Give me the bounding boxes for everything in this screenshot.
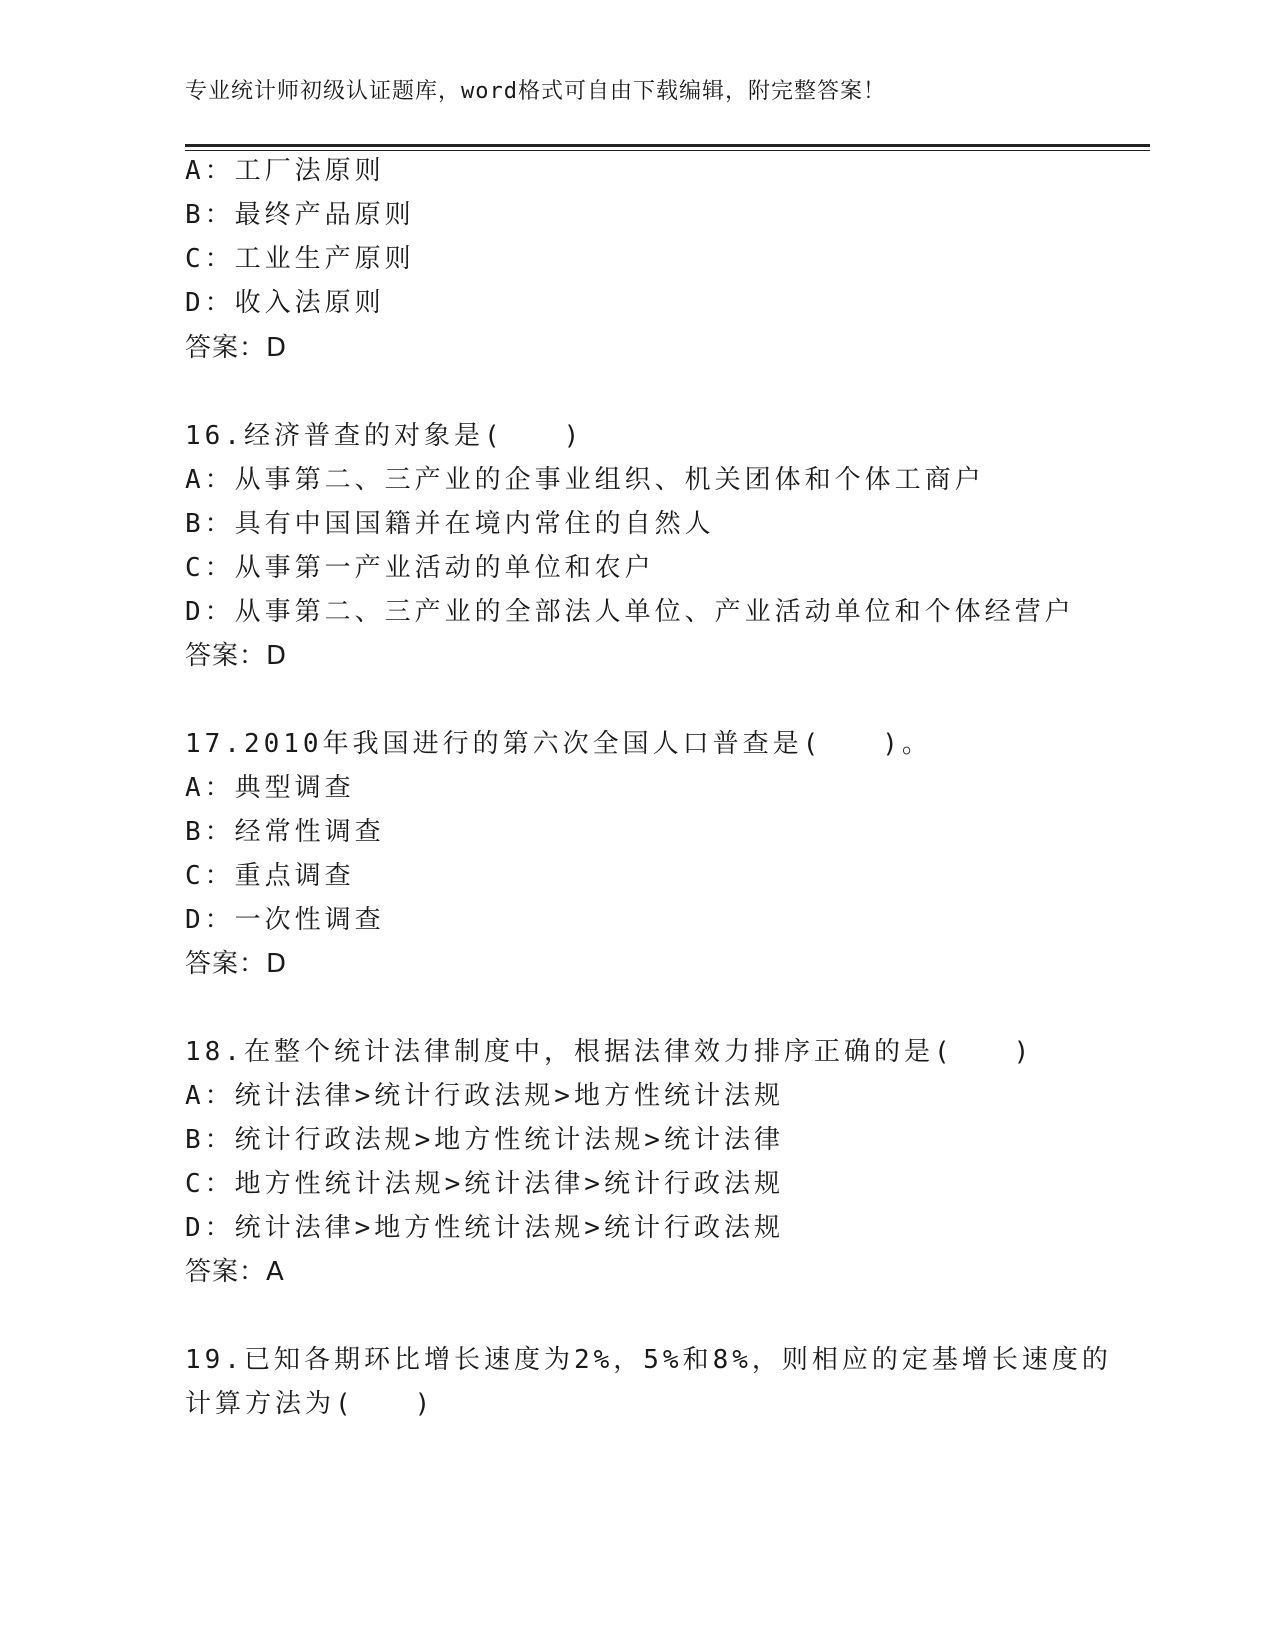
q18-option-a: A：统计法律>统计行政法规>地方性统计法规 (185, 1081, 784, 1111)
q16-option-d: D：从事第二、三产业的全部法人单位、产业活动单位和个体经营户 (185, 597, 1075, 627)
q16-stem: 16.经济普查的对象是( ) (185, 421, 584, 451)
q18-answer: 答案：A (185, 1257, 285, 1287)
q15-answer: 答案：D (185, 333, 288, 363)
q17-option-c: C：重点调查 (185, 861, 355, 891)
q16-answer: 答案：D (185, 641, 288, 671)
q16-option-b: B：具有中国国籍并在境内常住的自然人 (185, 509, 715, 539)
q17-option-d: D：一次性调查 (185, 905, 385, 935)
q18-option-b: B：统计行政法规>地方性统计法规>统计法律 (185, 1125, 784, 1155)
q19-stem-line1: 19.已知各期环比增长速度为2%，5%和8%，则相应的定基增长速度的 (185, 1345, 1112, 1375)
q18-option-d: D：统计法律>地方性统计法规>统计行政法规 (185, 1213, 784, 1243)
q18-stem: 18.在整个统计法律制度中，根据法律效力排序正确的是( ) (185, 1037, 1034, 1067)
q19-stem-line2: 计算方法为( ) (185, 1389, 435, 1419)
q17-answer: 答案：D (185, 949, 288, 979)
q15-option-d: D：收入法原则 (185, 288, 385, 318)
q16-option-c: C：从事第一产业活动的单位和农户 (185, 553, 655, 583)
q18-option-c: C：地方性统计法规>统计法律>统计行政法规 (185, 1169, 784, 1199)
q15-option-a: A：工厂法原则 (185, 156, 385, 186)
page-header: 专业统计师初级认证题库，word格式可自由下载编辑，附完整答案！ (185, 79, 886, 104)
q15-option-b: B：最终产品原则 (185, 200, 415, 230)
header-rule-thin (185, 150, 1150, 151)
q16-option-a: A：从事第二、三产业的企事业组织、机关团体和个体工商户 (185, 465, 985, 495)
q15-option-c: C：工业生产原则 (185, 244, 415, 274)
q17-stem: 17.2010年我国进行的第六次全国人口普查是( )。 (185, 729, 932, 759)
header-rule-thick (185, 144, 1150, 147)
q17-option-a: A：典型调查 (185, 773, 355, 803)
q17-option-b: B：经常性调查 (185, 817, 385, 847)
